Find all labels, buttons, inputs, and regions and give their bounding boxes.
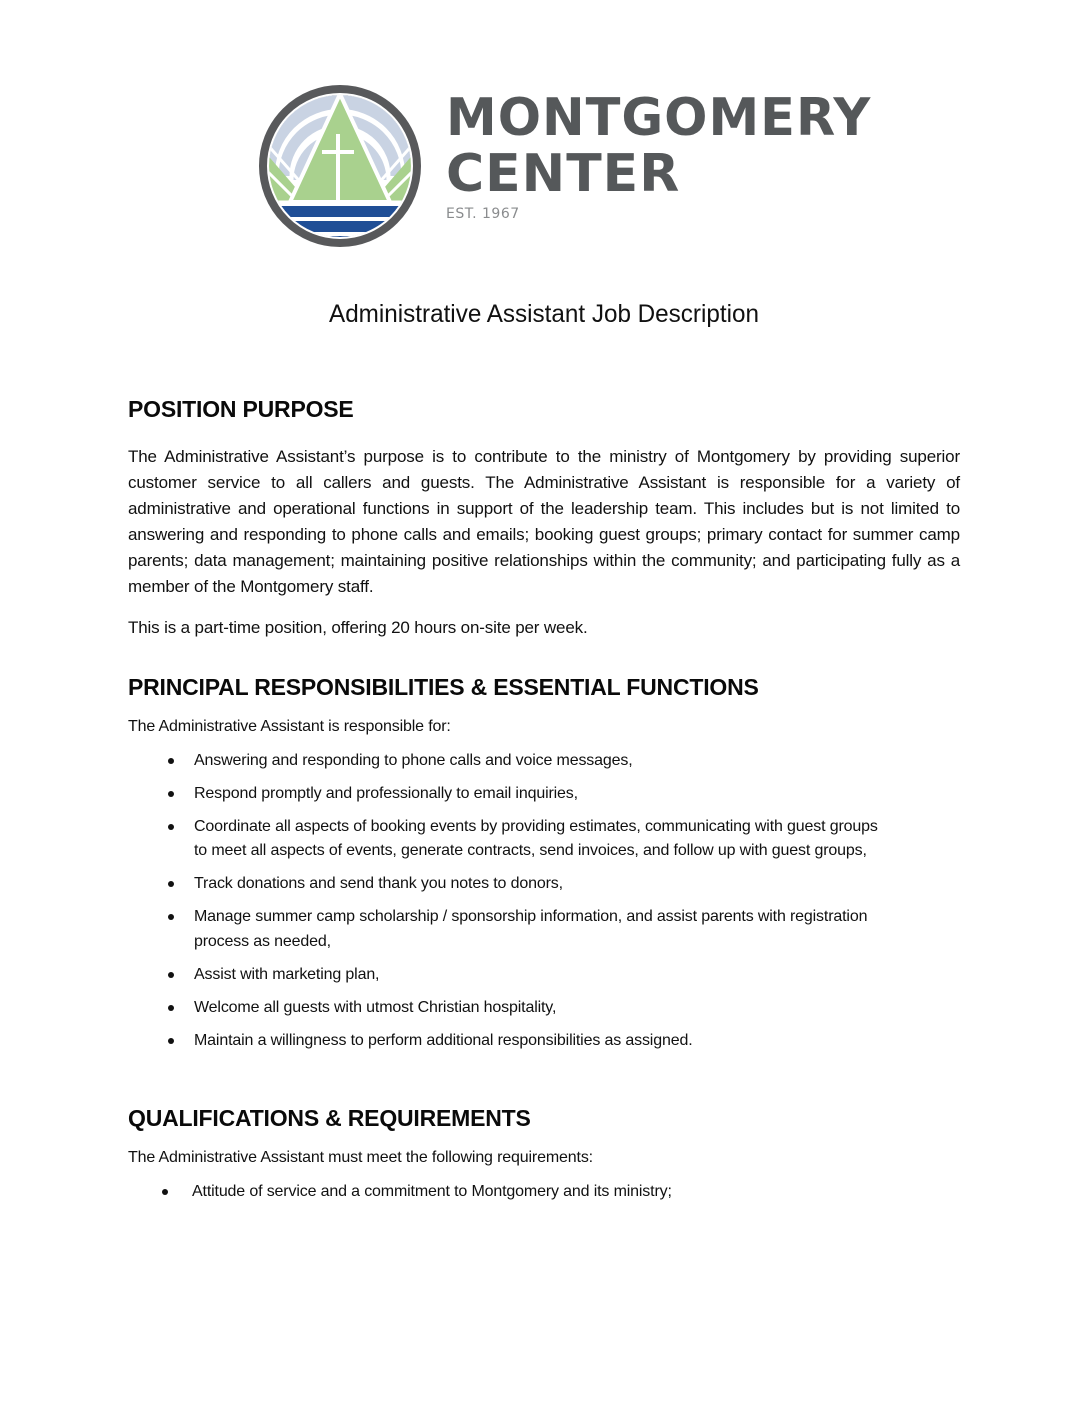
list-item xyxy=(128,872,888,897)
list-item xyxy=(128,782,888,807)
list-item-text: Maintain a willingness to perform additional responsibilities as assigned. xyxy=(194,1031,693,1049)
list-item-text: Manage summer camp scholarship / sponsorship information, and assist parents with registration process as needed, xyxy=(194,908,868,950)
logo-name-line1: MONTGOMERY xyxy=(446,88,872,148)
list-item xyxy=(128,815,888,864)
logo-wordmark xyxy=(446,90,880,222)
bullet-icon xyxy=(168,972,174,978)
list-item xyxy=(128,905,888,954)
bullet-icon xyxy=(168,1038,174,1044)
section-heading: QUALIFICATIONS & REQUIREMENTS xyxy=(128,1105,531,1131)
section-intro: The Administrative Assistant must meet the following requirements: xyxy=(128,1149,593,1166)
list-item-text: Attitude of service and a commitment to Montgomery and its ministry; xyxy=(192,1182,672,1200)
responsibilities-list xyxy=(128,749,888,1054)
section-intro: The Administrative Assistant is responsible for: xyxy=(128,718,451,735)
bullet-icon xyxy=(162,1189,168,1195)
list-item xyxy=(128,1029,888,1054)
bullet-icon xyxy=(168,1005,174,1011)
section-position-purpose xyxy=(128,396,960,641)
list-item-text: Welcome all guests with utmost Christian hospitality, xyxy=(194,998,557,1016)
logo-name-line2: CENTER xyxy=(446,144,681,204)
list-item-text: Assist with marketing plan, xyxy=(194,965,380,983)
mountain-cross-emblem-icon xyxy=(258,84,422,248)
position-hours-paragraph: This is a part-time position, offering 20 hours on-site per week. xyxy=(128,618,588,637)
list-item xyxy=(128,963,888,988)
section-heading: POSITION PURPOSE xyxy=(128,396,354,422)
list-item-text: Respond promptly and professionally to email inquiries, xyxy=(194,784,578,802)
purpose-paragraph: The Administrative Assistant’s purpose is to contribute to the ministry of Montgomery by providing superior customer service to all callers and guests. The Administrative Assistant is responsible for a variety of administrative and operational functions in support of the leadership team. This includes but is not limited to answering and responding to phone calls and emails; booking guest groups; primary contact for summer camp parents; data management; maintaining positive relationships within the community; and participating fully as a member of the Montgomery staff. xyxy=(128,447,960,596)
list-item-text: Track donations and send thank you notes to donors, xyxy=(194,875,563,892)
list-item-text: Answering and responding to phone calls and voice messages, xyxy=(194,751,633,769)
logo-established: EST. 1967 xyxy=(446,206,520,222)
bullet-icon xyxy=(168,914,174,920)
document-title: Administrative Assistant Job Description xyxy=(329,300,759,328)
list-item xyxy=(128,1180,960,1205)
section-principal-responsibilities xyxy=(128,674,960,1053)
list-item-text: Coordinate all aspects of booking events by providing estimates, communicating with guest groups to meet all aspects of events, generate contracts, send invoices, and follow up with guest groups, xyxy=(194,817,878,859)
qualifications-list xyxy=(128,1180,960,1205)
bullet-icon xyxy=(168,758,174,764)
list-item xyxy=(128,996,888,1021)
section-heading: PRINCIPAL RESPONSIBILITIES & ESSENTIAL FUNCTIONS xyxy=(128,674,759,700)
bullet-icon xyxy=(168,824,174,830)
section-qualifications xyxy=(128,1105,960,1204)
list-item xyxy=(128,749,888,774)
bullet-icon xyxy=(168,791,174,797)
document-body xyxy=(128,392,960,1204)
bullet-icon xyxy=(168,881,174,887)
organization-logo xyxy=(258,84,872,248)
